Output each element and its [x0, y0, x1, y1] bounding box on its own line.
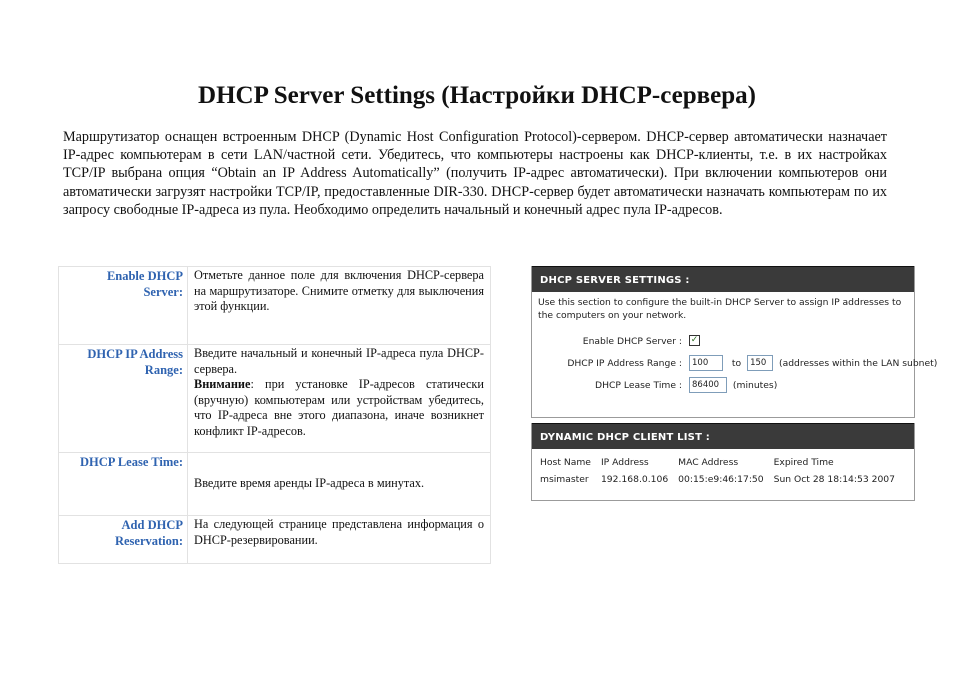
table-row: [59, 516, 491, 564]
param-description: Отметьте данное поле для включения DHCP-сервера на маршрутизаторе. Снимите отметку для выключения этой функции.: [188, 267, 491, 345]
range-start-input[interactable]: 100: [689, 355, 723, 371]
dhcp-settings-panel: [531, 266, 938, 418]
parameter-table: [58, 266, 491, 564]
client-table-header-row: [540, 457, 905, 474]
settings-help-text: Use this section to configure the built-in DHCP Server to assign IP addresses to the computers on your network.: [538, 297, 902, 321]
param-description: На следующей странице представлена информация о DHCP-резервировании.: [188, 516, 491, 564]
column-header: Host Name: [540, 457, 591, 468]
param-label: Enable DHCP Server:: [59, 267, 188, 345]
table-row: [59, 267, 491, 345]
column-header: Expired Time: [773, 457, 834, 468]
lease-time-row: [532, 374, 914, 396]
param-label: DHCP IP Address Range:: [59, 345, 188, 453]
lease-unit-label: (minutes): [732, 379, 778, 391]
param-description-text: Введите начальный и конечный IP-адреса пула DHCP-сервера.: [194, 346, 484, 376]
page-title: DHCP Server Settings (Настройки DHCP-сервера): [198, 82, 756, 109]
lease-time-input[interactable]: 86400: [689, 377, 727, 393]
client-host-name: msimaster: [540, 474, 589, 485]
client-table: [540, 457, 905, 491]
client-mac-address: 00:15:e9:46:17:50: [678, 474, 764, 485]
table-row: [59, 453, 491, 516]
client-row: [540, 474, 905, 491]
warning-label: Внимание: [194, 377, 251, 391]
enable-dhcp-checkbox[interactable]: ✓: [690, 335, 699, 345]
enable-dhcp-row: [532, 330, 914, 352]
intro-paragraph: Маршрутизатор оснащен встроенным DHCP (Dynamic Host Configuration Protocol)-сервером. DHCP-сервер автоматически назначает IP-адрес компьютерам в сети LAN/частной сети. Убедитесь, что компьютеры настроены как DHCP-клиенты, т.е. в их настройках TCP/IP выбрана опция “Obtain an IP Address Automatically” (получить IP-адрес автоматически). При включении компьютеров они автоматически загрузят настройки TCP/IP, предоставленные DIR-330. DHCP-сервер будет автоматически назначать компьютерам по их запросу свободные IP-адреса из пула. Необходимо определить начальный и конечный адрес пула IP-адресов.: [63, 129, 887, 218]
table-row: [59, 345, 491, 453]
range-end-input[interactable]: 150: [747, 355, 773, 371]
param-label: DHCP Lease Time:: [59, 453, 188, 516]
warning-text: : при установке IP-адресов статически (вручную) компьютерам или устройствам убедитесь, что IP-адреса вне этого диапазона, иначе возникнет конфликт IP-адресов.: [194, 377, 484, 438]
column-header: IP Address: [600, 457, 649, 468]
param-description: Введите время аренды IP-адреса в минутах.: [188, 453, 491, 516]
range-note: (addresses within the LAN subnet): [779, 357, 938, 369]
column-header: MAC Address: [678, 457, 739, 468]
client-list-header: DYNAMIC DHCP CLIENT LIST :: [532, 423, 914, 449]
ip-range-label: DHCP IP Address Range :: [567, 358, 682, 369]
enable-dhcp-label: Enable DHCP Server :: [582, 336, 682, 347]
lease-time-label: DHCP Lease Time :: [595, 380, 682, 391]
param-label: Add DHCP Reservation:: [59, 516, 188, 564]
param-description: [188, 345, 491, 453]
range-to-label: to: [731, 357, 742, 369]
router-ui-screenshot: [531, 266, 938, 485]
settings-panel-header: DHCP SERVER SETTINGS :: [532, 266, 914, 292]
client-ip-address: 192.168.0.106: [600, 474, 669, 485]
client-expired-time: Sun Oct 28 18:14:53 2007: [773, 474, 895, 485]
dhcp-client-list-panel: [531, 423, 915, 501]
ip-range-row: [532, 352, 938, 374]
